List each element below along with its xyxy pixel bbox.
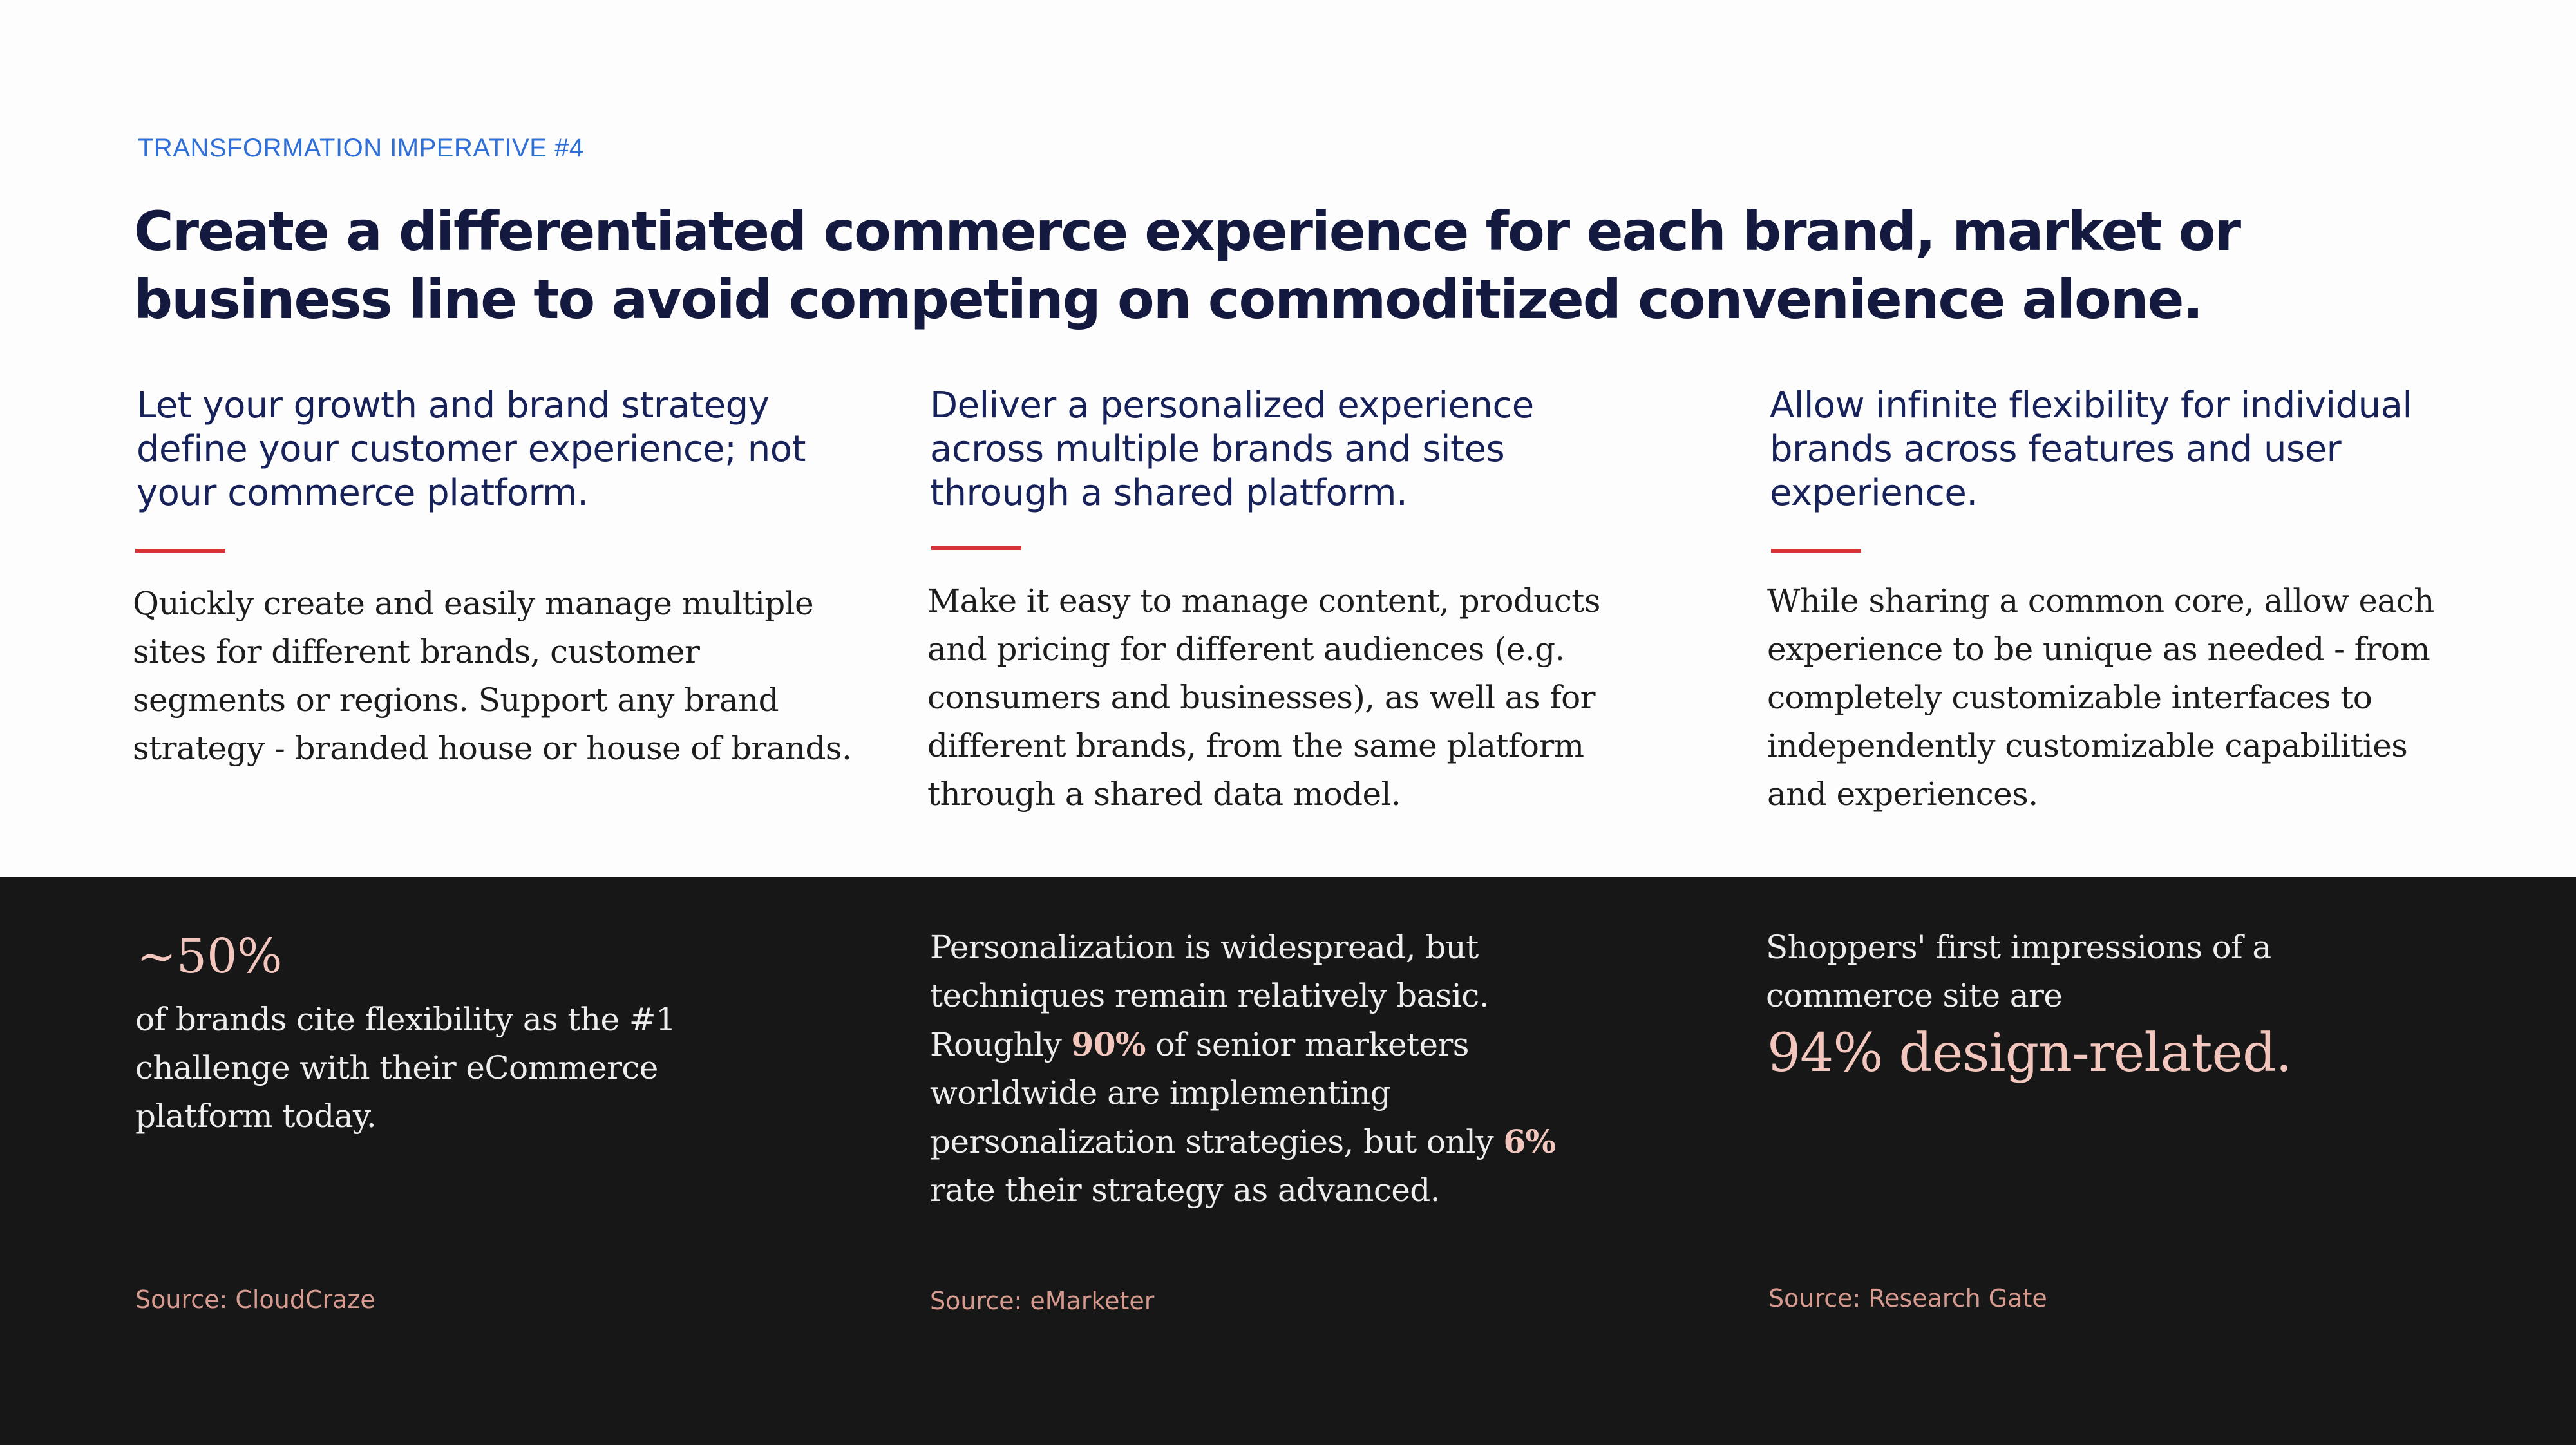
stat-2-text bbox=[930, 923, 1574, 1215]
stat-3-figure: 94% design-related. bbox=[1767, 1023, 2292, 1084]
column-2-accent-rule bbox=[931, 546, 1021, 550]
column-2-subhead: Deliver a personalized experience across multiple brands and sites through a shared platform. bbox=[930, 384, 1534, 514]
page-title: Create a differentiated commerce experience for each brand, market or business line to avoid competing on commoditized convenience alone. bbox=[134, 200, 2240, 331]
stat-2-highlight-6: 6% bbox=[1503, 1122, 1556, 1160]
stat-1-source: Source: CloudCraze bbox=[135, 1285, 375, 1314]
column-1-heading bbox=[134, 384, 842, 515]
column-1-subhead: Let your growth and brand strategy define your customer experience; not your commerce platform. bbox=[137, 384, 806, 514]
stat-2-text-c: rate their strategy as advanced. bbox=[930, 1171, 1440, 1209]
bottom-edge bbox=[0, 1445, 2576, 1449]
eyebrow-label: TRANSFORMATION IMPERATIVE #4 bbox=[138, 134, 584, 162]
stat-3-source: Source: Research Gate bbox=[1768, 1284, 2047, 1312]
column-3-subhead: Allow infinite flexibility for individual brands across features and user experience. bbox=[1770, 384, 2412, 514]
stat-1-figure: ~50% bbox=[137, 929, 283, 984]
column-3-accent-rule bbox=[1771, 549, 1861, 553]
column-2-body: Make it easy to manage content, products and pricing for different audiences (e.g. consumers and businesses), as well as for different brands, from the same platform through a shared data model. bbox=[927, 582, 1600, 813]
column-3-body: While sharing a common core, allow each experience to be unique as needed - from completely customizable interfaces to independently customizable capabilities and experiences. bbox=[1767, 582, 2434, 813]
stat-2-highlight-90: 90% bbox=[1071, 1025, 1146, 1063]
column-2-heading bbox=[927, 384, 1636, 515]
column-1-body: Quickly create and easily manage multiple sites for different brands, customer segments or regions. Support any brand strategy - branded house or house of brands. bbox=[133, 585, 852, 767]
stat-2-text-b: of senior marketers worldwide are implementing personalization strategies, but only bbox=[930, 1026, 1504, 1160]
stat-3-text: Shoppers' first impressions of a commerce site are bbox=[1766, 929, 2271, 1014]
stat-2-source: Source: eMarketer bbox=[930, 1287, 1155, 1315]
column-1-accent-rule bbox=[135, 549, 225, 553]
stat-1-text: of brands cite flexibility as the #1 challenge with their eCommerce platform today. bbox=[135, 1001, 676, 1135]
stat-2-text-a: Personalization is widespread, but techniques remain relatively basic. Roughly bbox=[930, 929, 1489, 1063]
column-3-heading bbox=[1767, 384, 2476, 515]
